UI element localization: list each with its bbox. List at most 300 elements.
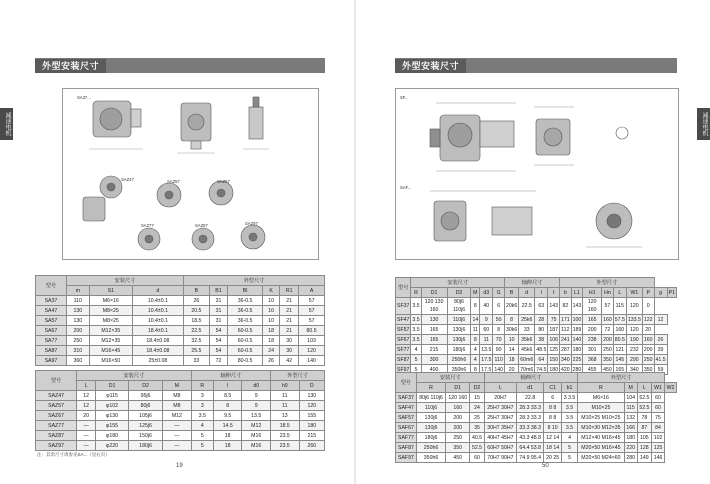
- column-header: M: [163, 381, 192, 391]
- table-cell: 241: [561, 336, 570, 343]
- table-cell: 90: [493, 345, 505, 355]
- table-cell: 149: [637, 453, 651, 463]
- table-row: [36, 306, 325, 316]
- table-cell: 190: [626, 335, 642, 345]
- table-cell: 3.5: [561, 423, 577, 433]
- table-cell: 18: [262, 336, 279, 346]
- table-cell: 31: [209, 316, 227, 326]
- table-cell: 102: [652, 433, 665, 443]
- table-cell: 57: [602, 298, 614, 315]
- table-cell: 87: [637, 423, 651, 433]
- table-cell: 36-0.5: [228, 296, 263, 306]
- table-cell: 42: [280, 356, 299, 366]
- table-cell: 21: [280, 296, 299, 306]
- column-header: b: [560, 288, 572, 298]
- table-cell: 11: [472, 326, 479, 333]
- table-cell: 3.5: [191, 411, 213, 421]
- table-cell: 11: [271, 391, 300, 401]
- table-cell: 8 8: [544, 413, 562, 423]
- col-group-mount: 安装尺寸: [416, 373, 484, 383]
- table-cell: 32.5: [184, 336, 210, 346]
- table-cell: 75: [548, 315, 560, 325]
- column-header-row: [36, 286, 325, 296]
- table-cell: 84: [652, 423, 665, 433]
- table-cell: 25k6: [519, 315, 535, 325]
- table-cell: 39: [654, 345, 667, 355]
- table-cell: 105: [637, 433, 651, 443]
- table-cell: 54: [209, 326, 227, 336]
- table-cell: 160: [603, 316, 612, 323]
- table-cell: 225: [572, 356, 582, 363]
- table-cell: 6: [493, 298, 505, 315]
- table-cell: 64: [535, 355, 548, 365]
- model-cell: SF37: [396, 298, 411, 315]
- table-row: [396, 443, 677, 453]
- col-group-outline: 外型尺寸: [560, 278, 655, 288]
- table-cell: 103: [299, 336, 325, 346]
- table-cell: 11: [480, 335, 493, 345]
- table-cell: —: [163, 441, 192, 451]
- table-cell: 350: [603, 356, 612, 363]
- table-cell: 120 160: [583, 298, 602, 315]
- table-cell: 13.5: [242, 411, 271, 421]
- column-header-row: [396, 383, 677, 393]
- table-cell: 3.5: [561, 403, 577, 413]
- table-cell: 9: [242, 391, 271, 401]
- col-group-mount: 安装尺寸: [411, 278, 505, 288]
- table-cell: 250h6: [447, 355, 471, 365]
- table-body: [36, 296, 325, 366]
- table-cell: 14: [472, 316, 479, 323]
- table-cell: 21: [280, 326, 299, 336]
- table-cell: M12×35: [89, 326, 132, 336]
- table-cell: 6: [544, 393, 562, 403]
- table-cell: 130j6: [447, 335, 471, 345]
- table-cell: 130: [66, 316, 89, 326]
- table-cell: 20k6: [505, 298, 519, 315]
- table-cell: 140: [572, 336, 582, 343]
- table-cell: 180: [572, 346, 582, 353]
- table-cell: 180j6: [128, 441, 162, 451]
- table-cell: φ180: [96, 431, 129, 441]
- table-cell: 3.5: [412, 326, 420, 333]
- table-cell: 38: [535, 335, 548, 345]
- table-cell: 8: [471, 365, 480, 375]
- table-row: [396, 453, 677, 463]
- table-cell: 54: [209, 336, 227, 346]
- table-cell: M10×25 M10×25: [578, 413, 625, 423]
- figure-label: SA37...: [77, 95, 91, 100]
- table-cell: 33: [519, 325, 535, 335]
- table-cell: 18: [262, 326, 279, 336]
- table-row: [396, 298, 677, 315]
- table-cell: 180j6: [447, 345, 471, 355]
- table-cell: 13: [271, 411, 300, 421]
- table-cell: 25H7 30H7: [484, 413, 516, 423]
- table-cell: 3.5: [561, 413, 577, 423]
- table-cell: 455: [583, 365, 602, 375]
- table-cell: 70m6: [520, 366, 534, 373]
- figure-label: SAZ97: [245, 221, 258, 226]
- table-cell: M8: [163, 401, 192, 411]
- model-cell: SA77: [36, 336, 67, 346]
- table-cell: 80.5: [614, 336, 625, 343]
- column-header: H1: [583, 288, 602, 298]
- table-cell: 125: [652, 443, 665, 453]
- table-cell: 74.9 95.4: [517, 453, 544, 463]
- table-cell: 171: [561, 316, 570, 323]
- table-cell: 165: [421, 325, 447, 335]
- table-cell: 80j6: [128, 401, 162, 411]
- table-cell: 130j6: [416, 423, 445, 433]
- model-cell: SAF67: [396, 423, 417, 433]
- table-cell: 145: [613, 355, 626, 365]
- column-header: M: [624, 383, 637, 393]
- table-cell: M8×25: [89, 306, 132, 316]
- table-cell: 60: [652, 393, 665, 403]
- table-cell: 9.5: [213, 411, 242, 421]
- table-cell: 120 130 160: [421, 298, 447, 315]
- table-cell: —: [77, 421, 96, 431]
- column-header: b1: [561, 383, 577, 393]
- table-body: [396, 393, 677, 463]
- table-cell: 110: [494, 356, 503, 363]
- table-cell: 10: [262, 316, 279, 326]
- model-cell: SF87: [397, 356, 410, 363]
- table-cell: 120: [299, 401, 324, 411]
- table-row: [36, 336, 325, 346]
- table-cell: 130: [421, 315, 447, 325]
- table-cell: 10: [505, 335, 519, 345]
- table-cell: 31: [209, 296, 227, 306]
- table-cell: 3 3.5: [561, 393, 577, 403]
- model-cell: SAF47: [396, 403, 417, 413]
- table-cell: 4: [471, 345, 480, 355]
- table-cell: 41.5: [655, 356, 666, 363]
- table-cell: 3.5: [412, 316, 420, 323]
- flange-motor-drawings: [396, 89, 678, 259]
- column-header: L: [484, 383, 516, 393]
- column-header: D: [299, 381, 324, 391]
- table-cell: 10: [262, 306, 279, 316]
- table-cell: 280: [572, 366, 582, 373]
- col-group-shaft: 轴伸尺寸: [484, 373, 577, 383]
- table-cell: 30k6: [506, 326, 518, 333]
- table-cell: 40H7 45H7: [484, 433, 516, 443]
- table-cell: 110: [66, 296, 89, 306]
- figure-label: SAZ77: [141, 223, 154, 228]
- column-header: R: [191, 381, 213, 391]
- column-header: W1: [652, 383, 665, 393]
- table-cell: 146: [652, 453, 665, 463]
- table-cell: 132: [624, 413, 637, 423]
- table-cell: 18.5: [184, 316, 210, 326]
- table-cell: 48.5: [536, 346, 547, 353]
- table-row: [396, 345, 677, 355]
- table-row: [36, 296, 325, 306]
- table-cell: 180: [549, 366, 558, 373]
- table-cell: 24: [470, 403, 484, 413]
- col-group-shaft: 轴伸尺寸: [191, 371, 270, 381]
- table-cell: 110j6: [447, 315, 471, 325]
- table-cell: 30H7 35H7: [484, 423, 516, 433]
- table-cell: 200: [446, 423, 470, 433]
- column-header: l: [213, 381, 242, 391]
- column-header: h0: [271, 381, 300, 391]
- table-body: [36, 391, 325, 451]
- table-row: [36, 411, 325, 421]
- table-cell: 160: [643, 336, 653, 343]
- column-header: g: [654, 288, 667, 298]
- column-header: l: [535, 288, 548, 298]
- table-cell: 200: [66, 326, 89, 336]
- table-cell: 8: [471, 335, 480, 345]
- table-row: [396, 335, 677, 345]
- table-cell: 26: [184, 296, 210, 306]
- model-cell: SA57: [36, 316, 67, 326]
- table-cell: 72: [602, 325, 614, 335]
- table-row: [396, 423, 677, 433]
- table-cell: 350: [446, 443, 470, 453]
- table-cell: 57.5: [614, 316, 625, 323]
- table-cell: 250h6: [416, 443, 445, 453]
- table-cell: 15: [470, 393, 484, 403]
- column-header: D2: [128, 381, 162, 391]
- figure-label: SAZ57: [167, 179, 180, 184]
- table-cell: 60: [652, 403, 665, 413]
- column-header: Bl: [228, 286, 263, 296]
- table-cell: M16: [242, 431, 271, 441]
- table-cell: 33: [184, 356, 210, 366]
- table-row: [36, 346, 325, 356]
- table-cell: 25±0.08: [132, 356, 183, 366]
- table-row: [396, 315, 677, 325]
- table-cell: 10.4±0.1: [132, 296, 183, 306]
- table-cell: 17.5: [481, 366, 492, 373]
- table-cell: 57: [299, 316, 325, 326]
- model-cell: SAF37: [396, 393, 417, 403]
- table-cell: 62.5: [637, 393, 651, 403]
- column-header: d3: [480, 288, 493, 298]
- column-header: d1: [517, 383, 544, 393]
- table-cell: 20.5: [184, 306, 210, 316]
- table-cell: φ115: [96, 391, 129, 401]
- table-cell: 250: [446, 433, 470, 443]
- model-cell: SF57: [397, 326, 410, 333]
- table-cell: 57: [299, 306, 325, 316]
- table-cell: 10.4±0.1: [132, 306, 183, 316]
- table-cell: 120: [626, 325, 642, 335]
- table-cell: 36-0.5: [228, 306, 263, 316]
- table-cell: 260: [299, 441, 324, 451]
- table-cell: 35: [470, 423, 484, 433]
- table-cell: 18: [213, 431, 242, 441]
- table-cell: 21: [280, 306, 299, 316]
- model-cell: SA37: [36, 296, 67, 306]
- table-cell: 220: [624, 443, 637, 453]
- column-header: R: [411, 288, 421, 298]
- table-cell: M8: [163, 391, 192, 401]
- table-cell: 9: [480, 315, 493, 325]
- table-cell: 8.5: [213, 391, 242, 401]
- table-cell: 125: [549, 346, 558, 353]
- column-header: d0: [242, 381, 271, 391]
- table-cell: M8×25: [89, 316, 132, 326]
- table-cell: 121: [613, 345, 626, 355]
- table-cell: 238: [583, 335, 602, 345]
- column-header: d: [519, 288, 535, 298]
- table-cell: 18: [213, 441, 242, 451]
- table-row: [36, 421, 325, 431]
- column-header: P: [642, 288, 654, 298]
- table-cell: 4: [411, 345, 421, 355]
- table-cell: 9: [242, 401, 271, 411]
- table-cell: 3.5: [411, 298, 421, 315]
- table-cell: 150: [549, 356, 558, 363]
- col-group-outline: 外型尺寸: [184, 276, 325, 286]
- table-cell: 17.5: [481, 356, 492, 363]
- table-cell: φ102: [96, 401, 129, 411]
- table-cell: 8: [471, 298, 480, 315]
- column-header: R1: [280, 286, 299, 296]
- table-cell: M10×30 M12×35: [578, 423, 625, 433]
- table-cell: M12×35: [89, 336, 132, 346]
- column-header: B: [505, 288, 519, 298]
- figure-label: SAZ47: [121, 177, 134, 182]
- model-cell: SF67: [397, 336, 410, 343]
- model-cell: SAZ77: [36, 421, 77, 431]
- table-cell: 150j6: [128, 431, 162, 441]
- model-cell: SAF77: [396, 433, 417, 443]
- table-row: [36, 356, 325, 366]
- table-cell: 5: [561, 453, 577, 463]
- table-cell: 14.5: [213, 421, 242, 431]
- table-cell: 112: [561, 326, 570, 333]
- table-cell: 5: [561, 443, 577, 453]
- table-cell: 11: [271, 401, 300, 411]
- table-cell: 350h6: [447, 365, 471, 375]
- spec-table-sf: [395, 277, 677, 375]
- table-cell: 133.5: [627, 316, 641, 323]
- model-cell: SA87: [36, 346, 67, 356]
- table-cell: 350h6: [416, 453, 445, 463]
- model-cell: SAF87: [396, 443, 417, 453]
- table-cell: 104: [624, 393, 637, 403]
- table-cell: 78: [637, 413, 651, 423]
- table-cell: 10.4±0.1: [132, 316, 183, 326]
- col-group-mount: 安装尺寸: [66, 276, 183, 286]
- column-header: t: [548, 288, 560, 298]
- table-cell: 180: [299, 421, 324, 431]
- table-cell: 25: [470, 413, 484, 423]
- table-row: [36, 401, 325, 411]
- column-header: R: [416, 383, 445, 393]
- page-number: 50: [542, 463, 549, 469]
- table-cell: 18.5: [271, 421, 300, 431]
- table-cell: 80j6 110j6: [447, 298, 471, 315]
- table-cell: 21: [280, 316, 299, 326]
- model-cell: SAF97: [396, 453, 417, 463]
- col-model: 型号: [36, 276, 67, 296]
- table-cell: 33.3 38.3: [517, 423, 544, 433]
- table-cell: 130j6: [447, 325, 471, 335]
- table-cell: 3: [191, 391, 213, 401]
- table-cell: 70: [493, 335, 505, 345]
- table-cell: 5: [191, 431, 213, 441]
- table-cell: 12: [77, 391, 96, 401]
- table-row: [36, 391, 325, 401]
- table-row: [36, 441, 325, 451]
- figure-label: SAZ67: [217, 179, 230, 184]
- model-cell: SAZ97: [36, 441, 77, 451]
- table-cell: M20×50 M16×45: [578, 443, 625, 453]
- table-cell: 26: [262, 356, 279, 366]
- table-cell: 24: [262, 346, 279, 356]
- table-cell: 187: [549, 326, 558, 333]
- table-cell: 60: [470, 453, 484, 463]
- table-cell: 110j6: [416, 403, 445, 413]
- col-group-mount: 安装尺寸: [77, 371, 192, 381]
- column-header: D1: [446, 383, 470, 393]
- col-model: 型号: [396, 373, 417, 393]
- table-cell: 5: [411, 355, 421, 365]
- table-cell: 18.4±0.1: [132, 326, 183, 336]
- table-cell: 60: [480, 325, 493, 335]
- table-cell: 36-0.5: [228, 316, 263, 326]
- table-cell: φ220: [96, 441, 129, 451]
- table-cell: 60m6: [520, 356, 534, 363]
- table-cell: 80: [535, 325, 548, 335]
- column-header: R: [578, 383, 625, 393]
- table-cell: 106: [549, 336, 558, 343]
- table-cell: 180j6: [416, 433, 445, 443]
- table-cell: 215: [421, 345, 447, 355]
- table-cell: 8: [505, 315, 519, 325]
- table-cell: 23.5: [271, 431, 300, 441]
- table-cell: 122: [643, 316, 653, 323]
- table-cell: 12: [654, 315, 667, 325]
- side-tab: 减速电机: [697, 108, 710, 140]
- table-cell: 360: [66, 356, 89, 366]
- column-header: D2: [447, 288, 471, 298]
- table-cell: 143: [548, 298, 560, 315]
- column-header: D1: [421, 288, 447, 298]
- table-cell: 115: [624, 403, 637, 413]
- table-cell: 3: [191, 401, 213, 411]
- table-cell: 95j6: [128, 391, 162, 401]
- table-cell: 450: [446, 453, 470, 463]
- model-cell: SAZ67: [36, 411, 77, 421]
- table-cell: 120: [299, 346, 325, 356]
- table-row: [396, 325, 677, 335]
- table-cell: 25.5: [184, 346, 210, 356]
- table-cell: 30: [280, 336, 299, 346]
- table-cell: 215: [299, 431, 324, 441]
- table-row: [396, 433, 677, 443]
- table-cell: 232: [626, 345, 642, 355]
- table-cell: 165: [613, 365, 626, 375]
- table-cell: 189: [572, 326, 582, 333]
- table-cell: 120 160: [446, 393, 470, 403]
- table-cell: 250: [643, 356, 653, 363]
- table-cell: 250: [603, 346, 612, 353]
- column-header: A: [299, 286, 325, 296]
- table-cell: M12: [163, 411, 192, 421]
- table-cell: 120: [626, 298, 642, 315]
- figure-label: SAZ87: [195, 223, 208, 228]
- column-header: B1: [209, 286, 227, 296]
- table-cell: 14: [505, 345, 519, 355]
